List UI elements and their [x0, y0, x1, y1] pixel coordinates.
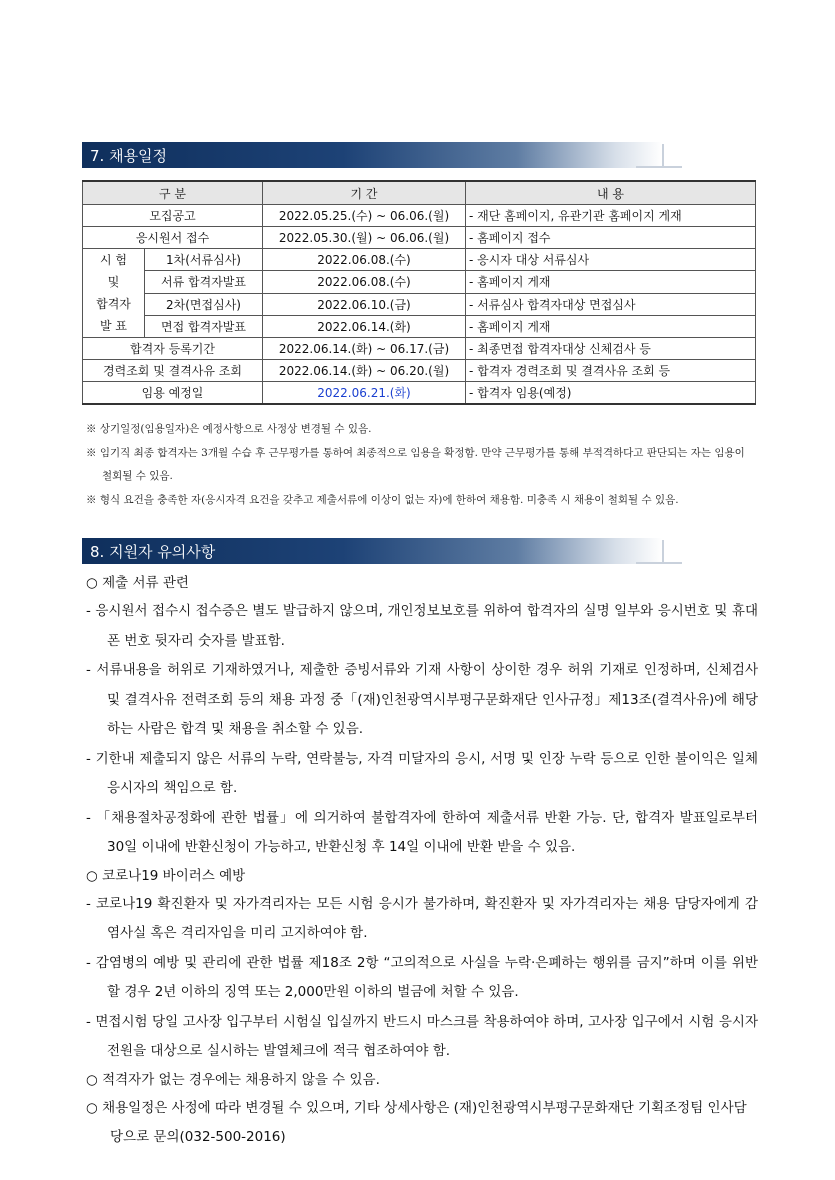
subheading-contact: ○ 채용일정은 사정에 따라 변경될 수 있으며, 기타 상세사항은 (재)인천광역시부평구문화재단 기획조정팀 인사담당으로 문의(032-500-2016): [86, 1099, 747, 1145]
row-desc: - 홈페이지 게재: [466, 315, 756, 337]
row-period: 2022.06.10.(금): [263, 293, 466, 315]
row-label: 합격자 등록기간: [83, 338, 263, 360]
list-item: - 면접시험 당일 고사장 입구부터 시험실 입실까지 반드시 마스크를 착용하여야 하며, 고사장 입구에서 시험 응시자 전원을 대상으로 실시하는 발열체크에 적극 협조하여야 함.: [86, 1013, 758, 1059]
section-header-bar: [82, 142, 662, 168]
row-period-highlight: 2022.06.21.(화): [263, 382, 466, 405]
subheading-documents: ○ 제출 서류 관련: [86, 575, 189, 591]
row-period: 2022.05.30.(월) ~ 06.06.(월): [263, 227, 466, 249]
note-item: ※ 상기일정(임용일자)은 예정사항으로 사정상 변경될 수 있음.: [86, 423, 372, 435]
row-desc: - 합격자 임용(예정): [466, 382, 756, 405]
row-period: 2022.05.25.(수) ~ 06.06.(월): [263, 205, 466, 227]
subheading-no-qualified: ○ 적격자가 없는 경우에는 채용하지 않을 수 있음.: [86, 1071, 380, 1088]
row-label: 모집공고: [83, 205, 263, 227]
row-label: 응시원서 접수: [83, 227, 263, 249]
row-period: 2022.06.08.(수): [263, 271, 466, 293]
list-item: - 「채용절차공정화에 관한 법률」에 의거하여 불합격자에 한하여 제출서류 반환 가능. 단, 합격자 발표일로부터 30일 이내에 반환신청이 가능하고, 반환신청 후 14일 이내에 반환 받을 수 있음.: [86, 809, 758, 855]
table-row: [83, 360, 756, 382]
note-item: ※ 임기직 최종 합격자는 3개월 수습 후 근무평가를 통하여 최종적으로 임용을 확정함. 만약 근무평가를 통해 부적격하다고 판단되는 자는 임용이 철회될 수 있음.: [86, 446, 745, 482]
list-item: - 서류내용을 허위로 기재하였거나, 제출한 증빙서류와 기재 사항이 상이한 경우 허위 기재로 인정하며, 신체검사 및 결격사유 전력조회 등의 채용 과정 중「(재)인천광역시부평구문화재단 인사규정」제13조(결격사유)에 해당하는 사람은 합격 및 채용을 취소할 수 있음.: [86, 662, 758, 737]
row-period: 2022.06.08.(수): [263, 249, 466, 271]
table-row: [83, 249, 756, 271]
row-desc: - 서류심사 합격자대상 면접심사: [466, 293, 756, 315]
table-row: [83, 315, 756, 337]
list-item: - 코로나19 확진환자 및 자가격리자는 모든 시험 응시가 불가하며, 확진환자 및 자가격리자는 채용 담당자에게 감염사실 혹은 격리자임을 미리 고지하여야 함.: [86, 895, 758, 941]
row-label: 면접 합격자발표: [145, 315, 263, 337]
table-row: [83, 271, 756, 293]
row-period: 2022.06.14.(화) ~ 06.20.(월): [263, 360, 466, 382]
table-header-row: [83, 181, 756, 205]
header-content: 내 용: [466, 181, 756, 205]
table-row: [83, 205, 756, 227]
list-item: - 응시원서 접수시 접수증은 별도 발급하지 않으며, 개인정보보호를 위하여 합격자의 실명 일부와 응시번호 및 휴대폰 번호 뒷자리 숫자를 발표함.: [86, 603, 758, 649]
schedule-notes: [86, 418, 756, 512]
table-row: [83, 382, 756, 405]
schedule-table: [82, 180, 756, 405]
list-item: - 기한내 제출되지 않은 서류의 누락, 연락불능, 자격 미달자의 응시, 서명 및 인장 누락 등으로 인한 불이익은 일체 응시자의 책임으로 함.: [86, 750, 758, 796]
section-8-header: [82, 538, 662, 564]
row-label: 1차(서류심사): [145, 249, 263, 271]
row-period: 2022.06.14.(화): [263, 315, 466, 337]
row-desc: - 홈페이지 접수: [466, 227, 756, 249]
group-line: 및: [107, 275, 120, 289]
section-7-title: 7. 채용일정: [90, 147, 168, 165]
list-item: - 감염병의 예방 및 관리에 관한 법률 제18조 2항 “고의적으로 사실을 누락·은폐하는 행위를 금지”하며 이를 위반할 경우 2년 이하의 징역 또는 2,000만원 이하의 벌금에 처할 수 있음.: [86, 954, 758, 1000]
row-desc: - 합격자 경력조회 및 결격사유 조회 등: [466, 360, 756, 382]
row-label: 서류 합격자발표: [145, 271, 263, 293]
section-8-title: 8. 지원자 유의사항: [90, 543, 216, 561]
row-desc: - 최종면접 합격자대상 신체검사 등: [466, 338, 756, 360]
header-decoration-line: [642, 154, 682, 168]
subheading-covid: ○ 코로나19 바이러스 예방: [86, 867, 246, 884]
row-desc: - 홈페이지 게재: [466, 271, 756, 293]
row-label: 임용 예정일: [83, 382, 263, 405]
header-period: 기 간: [263, 181, 466, 205]
row-desc: - 응시자 대상 서류심사: [466, 249, 756, 271]
row-label: 경력조회 및 결격사유 조회: [83, 360, 263, 382]
row-period: 2022.06.14.(화) ~ 06.17.(금): [263, 338, 466, 360]
group-line: 합격자: [96, 297, 131, 311]
table-row: [83, 293, 756, 315]
header-decoration-line: [642, 550, 682, 564]
note-item: ※ 형식 요건을 충족한 자(응시자격 요건을 갖추고 제출서류에 이상이 없는 자)에 한하여 채용함. 미충족 시 채용이 철회될 수 있음.: [86, 493, 679, 506]
table-row: [83, 338, 756, 360]
header-category: 구 분: [83, 181, 263, 205]
row-label: 2차(면접심사): [145, 293, 263, 315]
section-7-header: [82, 142, 662, 168]
section-8-body: [86, 570, 758, 1153]
group-line: 시 험: [100, 253, 127, 267]
table-row: [83, 227, 756, 249]
row-desc: - 재단 홈페이지, 유관기관 홈페이지 게재: [466, 205, 756, 227]
group-line: 발 표: [100, 319, 127, 333]
group-label: [83, 249, 145, 338]
